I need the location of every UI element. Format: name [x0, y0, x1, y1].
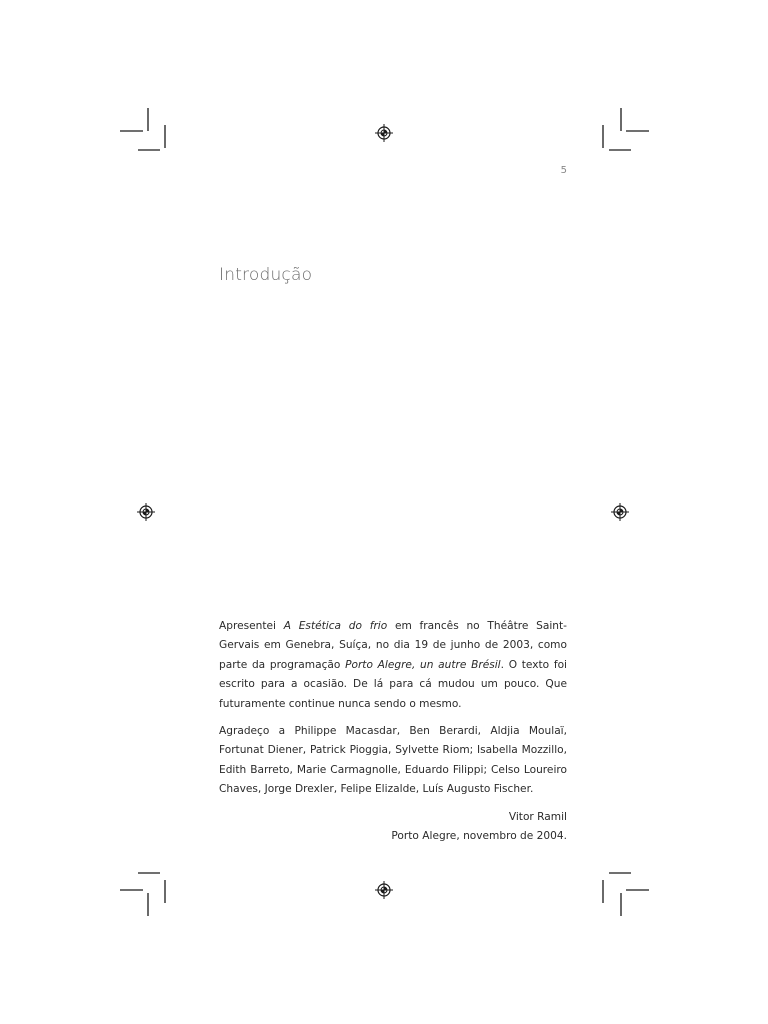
registration-mark-left — [137, 503, 155, 521]
signature-author: Vitor Ramil — [508, 810, 567, 823]
registration-mark-top — [375, 124, 393, 142]
paragraph-acknowledgements: Agradeço a Philippe Macasdar, Ben Berardi, Aldjia Moulaï, Fortunat Diener, Patrick Pioggia, Sylvette Riom; Isabella Mozzillo, Edith Barreto, Marie Carmagnolle, Eduardo Filippi; Celso Loureiro Chaves, Jorge Drexler, Felipe Elizalde, Luís Augusto Fischer. — [219, 725, 567, 796]
paragraph1-part1: Apresentei — [219, 620, 284, 632]
book-title: A Estética do frio — [283, 620, 388, 632]
chapter-title: Introdução — [219, 265, 313, 285]
crop-mark-bottom-left — [120, 873, 165, 916]
body-text — [219, 617, 567, 847]
registration-mark-right — [611, 503, 629, 521]
crop-mark-top-right — [603, 108, 649, 150]
registration-mark-bottom — [375, 881, 393, 899]
crop-mark-top-left — [120, 108, 165, 150]
paragraph-presentation — [219, 617, 567, 714]
paragraph1-part2: em francês no Théâtre Saint-Gervais em Genebra, Suíça, no dia 19 de junho de 2003, como parte da programação — [219, 620, 567, 671]
paragraph1-part3: . O texto foi escrito para a ocasião. De lá para cá mudou um pouco. Que futuramente continue nunca sendo o mesmo. — [219, 658, 567, 710]
program-title: Porto Alegre, un autre Brésil — [345, 658, 501, 671]
crop-mark-bottom-right — [603, 873, 649, 916]
signature-place-date: Porto Alegre, novembro de 2004. — [391, 830, 567, 843]
signature — [219, 808, 567, 847]
page-number: 5 — [560, 165, 567, 176]
